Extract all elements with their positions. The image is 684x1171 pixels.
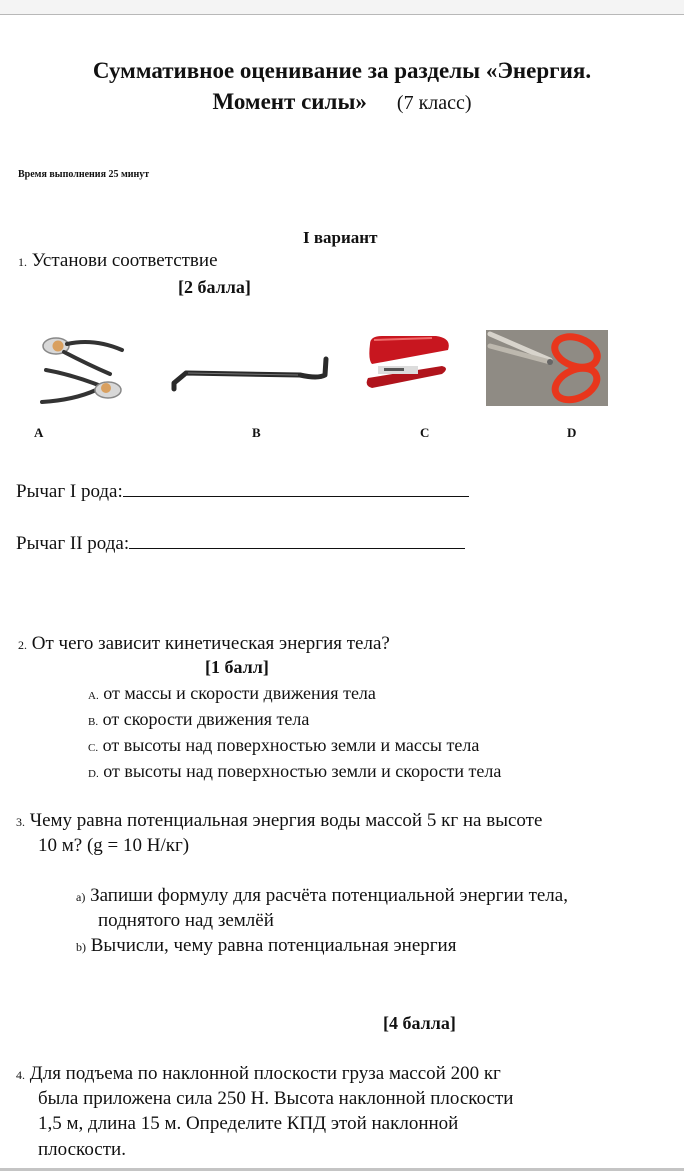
question-1 [18,250,218,272]
question-3 [16,810,542,832]
image-b [170,355,334,395]
question-4-line3: 1,5 м, длина 15 м. Определите КПД этой наклонной [38,1113,459,1134]
lever-2-row [16,532,465,555]
answer-option[interactable]: C. от высоты над поверхностью земли и массы тела [88,735,480,755]
question-3-sub-b: b) Вычисли, чему равна потенциальная энергия [76,935,457,956]
question-3-line2: 10 м? (g = 10 Н/кг) [38,835,190,856]
stapler-icon [362,330,452,388]
image-c [362,330,452,388]
document-title-line1: Суммативное оценивание за разделы «Энергия. [92,58,592,83]
question-number: 4. [16,1068,25,1082]
answer-option[interactable]: D. от высоты над поверхностью земли и скорости тела [88,761,502,781]
lever-2-answer-field[interactable] [129,532,465,549]
variant-heading: I вариант [303,228,378,247]
question-number: 2. [18,638,27,652]
image-b-label: B [252,425,261,440]
question-text-line1: Чему равна потенциальная энергия воды массой 5 кг на высоте [29,810,543,831]
question-text: Установи соответствие [31,250,218,271]
crowbar-icon [170,355,334,395]
lever-1-label: Рычаг I рода: [16,481,123,502]
question-number: 1. [18,255,27,269]
document-title-line2 [0,89,684,115]
viewer-top-bar [0,0,684,15]
answer-option[interactable]: B. от скорости движения тела [88,709,310,729]
image-d-label: D [567,425,577,440]
question-3-sub-a: a) Запиши формулу для расчёта потенциальной энергии тела, [76,885,568,906]
image-c-label: C [420,425,430,440]
question-1-points: [2 балла] [178,277,251,297]
image-a [34,330,128,410]
question-2-points: [1 балл] [205,657,269,677]
image-a-label: A [34,425,44,440]
grade-label: (7 класс) [396,92,472,114]
lever-1-answer-field[interactable] [123,480,469,497]
question-number: 3. [16,815,25,829]
lever-1-row [16,480,469,503]
question-4-line2: была приложена сила 250 Н. Высота наклонной плоскости [38,1088,514,1109]
scissors-icon [486,330,608,406]
question-4 [16,1063,501,1085]
time-limit: Время выполнения 25 минут [18,169,150,180]
question-2 [18,633,390,655]
lever-2-label: Рычаг II рода: [16,533,130,554]
image-d [486,330,608,406]
title-subject: Момент силы» [212,89,367,114]
question-text: От чего зависит кинетическая энергия тела? [31,633,390,654]
answer-option[interactable]: A. от массы и скорости движения тела [88,683,376,703]
question-text-line1: Для подъема по наклонной плоскости груза массой 200 кг [29,1063,501,1084]
question-3-points: [4 балла] [383,1013,456,1033]
question-3-sub-a-line2: поднятого над землёй [98,910,274,931]
question-4-line4: плоскости. [38,1139,126,1160]
nutcracker-icon [34,330,128,410]
